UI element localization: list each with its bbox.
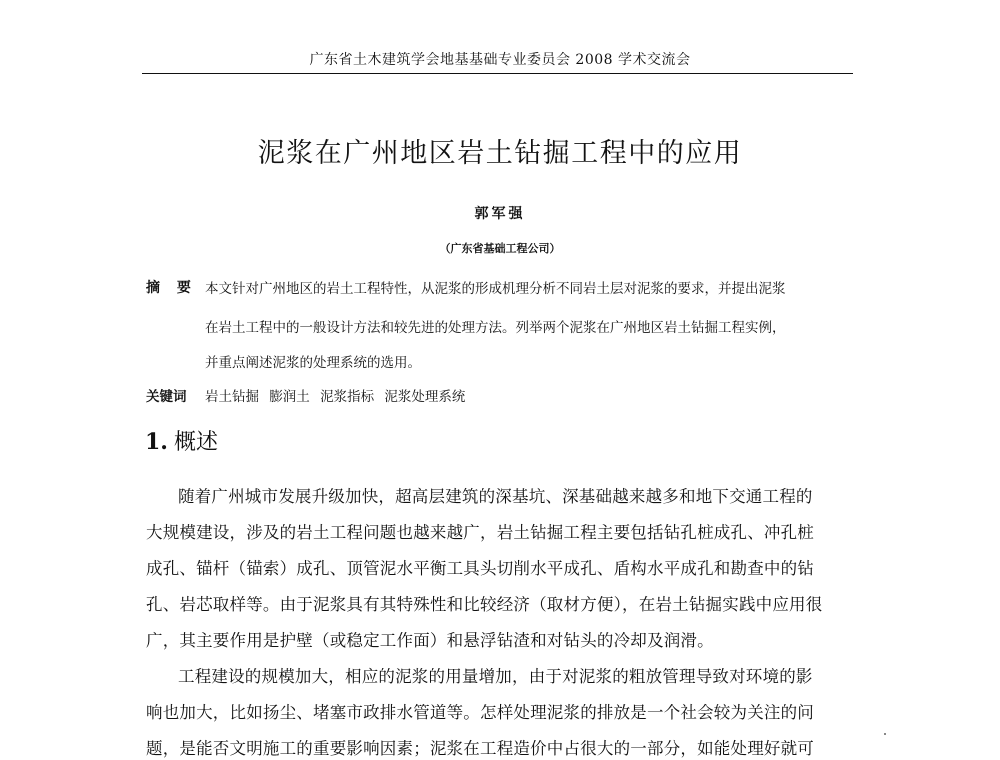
abstract-line: 在岩土工程中的一般设计方法和较先进的处理方法。列举两个泥浆在广州地区岩土钻掘工程实例， [205,320,786,336]
abstract-label: 摘 要 [146,280,191,296]
body-line: 题，是能否文明施工的重要影响因素；泥浆在工程造价中占很大的一部分，如能处理好就可 [146,739,814,758]
body-line: 孔、岩芯取样等。由于泥浆具有其特殊性和比较经济（取材方便），在岩土钻掘实践中应用很 [146,595,823,614]
section-title: 概述 [173,430,218,455]
body-line: 大规模建设，涉及的岩土工程问题也越来越广，岩土钻掘工程主要包括钻孔桩成孔、冲孔桩 [146,523,814,542]
keyword: 泥浆处理系统 [384,389,466,405]
abstract-line: 并重点阐述泥浆的处理系统的选用。 [205,355,421,371]
section-heading [145,425,218,456]
header-rule [142,73,853,74]
keyword: 膨润土 [269,389,310,405]
body-line: 工程建设的规模加大，相应的泥浆的用量增加，由于对泥浆的粗放管理导致对环境的影 [178,667,813,686]
body-line: 广，其主要作用是护壁（或稳定工作面）和悬浮钻渣和对钻头的冷却及润滑。 [146,631,714,650]
keywords-label: 关键词 [146,389,187,405]
paper-title: 泥浆在广州地区岩土钻掘工程中的应用 [257,138,743,169]
section-number: 1. [145,429,168,455]
keyword: 岩土钻掘 [205,389,259,405]
paper-author: 郭军强 [474,206,526,222]
author-affiliation: （广东省基础工程公司） [439,242,561,255]
keyword: 泥浆指标 [320,389,375,405]
abstract-line: 本文针对广州地区的岩土工程特性，从泥浆的形成机理分析不同岩土层对泥浆的要求，并提出泥浆 [205,281,786,297]
body-line: 成孔、锚杆（锚索）成孔、顶管泥水平衡工具头切削水平成孔、盾构水平成孔和勘查中的钻 [146,559,814,578]
body-line: 响也加大，比如扬尘、堵塞市政排水管道等。怎样处理泥浆的排放是一个社会较为关注的问 [146,703,814,722]
body-line: 随着广州城市发展升级加快，超高层建筑的深基坑、深基础越来越多和地下交通工程的 [178,487,813,506]
running-header: 广东省土木建筑学会地基基础专业委员会 2008 学术交流会 [309,52,691,68]
scan-speck [884,733,886,735]
keywords-list [205,385,471,405]
